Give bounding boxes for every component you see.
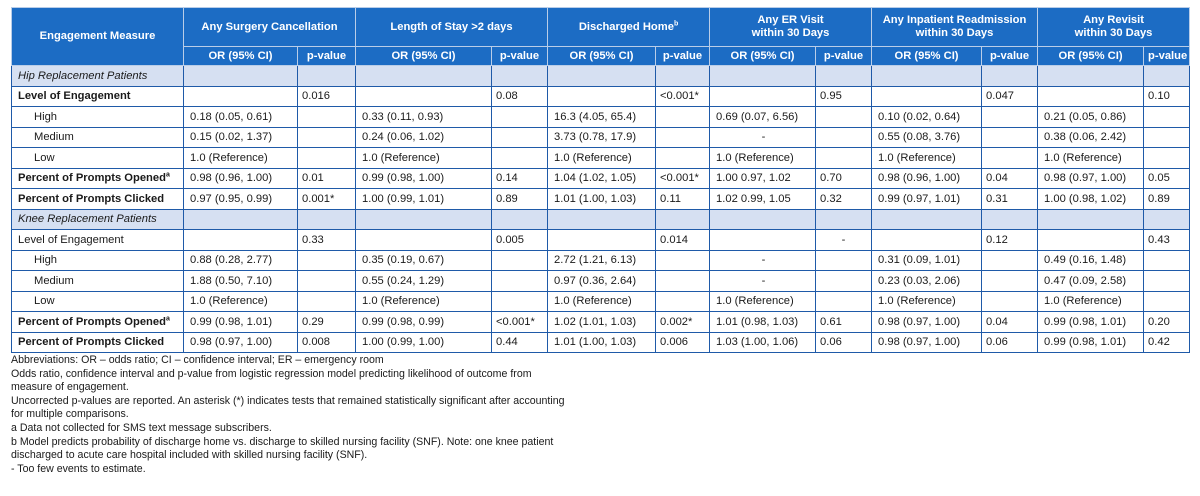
p-value-cell: 0.014 <box>656 230 710 251</box>
row-label-text: Percent of Prompts Opened <box>18 315 166 328</box>
table-row <box>12 168 1190 189</box>
or-ci-cell: 1.0 (Reference) <box>1038 291 1144 312</box>
p-value-cell <box>1144 148 1190 169</box>
p-value-cell <box>656 107 710 128</box>
p-value-cell: - <box>816 230 872 251</box>
footnote-a-marker: a <box>165 171 170 179</box>
p-value-cell <box>298 107 356 128</box>
or-ci-cell: 0.33 (0.11, 0.93) <box>356 107 492 128</box>
or-ci-cell: 0.31 (0.09, 1.01) <box>872 250 982 271</box>
footnote-line: - Too few events to estimate. <box>11 462 146 475</box>
p-value-cell: 0.005 <box>492 230 548 251</box>
or-ci-cell: 0.10 (0.02, 0.64) <box>872 107 982 128</box>
section-row <box>12 66 1190 87</box>
header-group-5 <box>1038 8 1190 47</box>
or-ci-cell: 0.99 (0.98, 1.01) <box>184 312 298 333</box>
or-ci-cell: 0.99 (0.98, 1.00) <box>356 168 492 189</box>
p-value-cell: 0.89 <box>1144 189 1190 210</box>
row-label <box>12 291 184 312</box>
p-value-cell: <0.001* <box>656 168 710 189</box>
or-ci-cell: 0.23 (0.03, 2.06) <box>872 271 982 292</box>
section-cell <box>872 66 982 87</box>
p-value-cell <box>816 148 872 169</box>
table-row <box>12 230 1190 251</box>
or-ci-cell: 0.15 (0.02, 1.37) <box>184 127 298 148</box>
row-label-text: Low <box>34 151 55 164</box>
or-ci-cell: 0.98 (0.97, 1.00) <box>872 332 982 353</box>
p-value-cell <box>492 271 548 292</box>
section-cell <box>656 66 710 87</box>
or-ci-cell: 0.47 (0.09, 2.58) <box>1038 271 1144 292</box>
table-header <box>12 8 1190 66</box>
p-value-cell <box>816 291 872 312</box>
or-ci-cell: 16.3 (4.05, 65.4) <box>548 107 656 128</box>
or-ci-cell: 0.24 (0.06, 1.02) <box>356 127 492 148</box>
table-body <box>12 66 1190 353</box>
section-cell <box>710 209 816 230</box>
row-label-text: Percent of Prompts Clicked <box>18 336 165 349</box>
header-p-value: p-value <box>816 47 872 66</box>
or-ci-cell: 1.0 (Reference) <box>184 291 298 312</box>
or-ci-cell: 1.00 0.97, 1.02 <box>710 168 816 189</box>
or-ci-cell: 1.04 (1.02, 1.05) <box>548 168 656 189</box>
section-cell <box>710 66 816 87</box>
header-group-label-line: within 30 Days <box>1074 27 1153 39</box>
or-ci-cell: 0.97 (0.95, 0.99) <box>184 189 298 210</box>
footnote-b-marker: b <box>673 19 679 27</box>
footnote-a-marker: a <box>165 315 170 323</box>
footnote-line: b Model predicts probability of discharge home vs. discharge to skilled nursing facility (SNF). Note: one knee patient discharged to acute care hospital included with skilled nursing facility (SNF). <box>11 435 554 462</box>
or-ci-cell <box>710 230 816 251</box>
or-ci-cell <box>184 230 298 251</box>
section-cell <box>356 66 492 87</box>
or-ci-cell: 0.69 (0.07, 6.56) <box>710 107 816 128</box>
p-value-cell <box>656 250 710 271</box>
p-value-cell <box>816 271 872 292</box>
or-ci-cell <box>184 86 298 107</box>
or-ci-cell <box>548 230 656 251</box>
p-value-cell: 0.06 <box>816 332 872 353</box>
or-ci-cell <box>710 86 816 107</box>
row-label <box>12 107 184 128</box>
header-group-label-line: within 30 Days <box>751 27 830 39</box>
p-value-cell: 0.04 <box>982 312 1038 333</box>
p-value-cell <box>656 148 710 169</box>
header-p-value: p-value <box>656 47 710 66</box>
p-value-cell: 0.33 <box>298 230 356 251</box>
p-value-cell <box>1144 271 1190 292</box>
table-row <box>12 86 1190 107</box>
or-ci-cell: 1.0 (Reference) <box>356 148 492 169</box>
header-or-ci: OR (95% CI) <box>548 47 656 66</box>
section-cell <box>492 66 548 87</box>
section-cell <box>298 66 356 87</box>
p-value-cell <box>492 127 548 148</box>
section-cell <box>656 209 710 230</box>
section-cell <box>1038 66 1144 87</box>
table-row <box>12 127 1190 148</box>
footnote-line: a Data not collected for SMS text message subscribers. <box>11 421 272 434</box>
table-row <box>12 332 1190 353</box>
table-row <box>12 148 1190 169</box>
p-value-cell: 0.44 <box>492 332 548 353</box>
p-value-cell <box>298 148 356 169</box>
section-cell <box>982 209 1038 230</box>
p-value-cell: 0.12 <box>982 230 1038 251</box>
table-row <box>12 189 1190 210</box>
row-label <box>12 271 184 292</box>
header-group-label-line: Any ER Visit <box>757 14 824 26</box>
header-row-groups <box>12 8 1190 47</box>
section-cell <box>816 209 872 230</box>
row-label-text: Percent of Prompts Opened <box>18 172 166 185</box>
or-ci-cell: 1.01 (1.00, 1.03) <box>548 189 656 210</box>
p-value-cell: 0.31 <box>982 189 1038 210</box>
p-value-cell <box>982 250 1038 271</box>
p-value-cell <box>816 107 872 128</box>
or-ci-cell: 1.01 (0.98, 1.03) <box>710 312 816 333</box>
p-value-cell: <0.001* <box>656 86 710 107</box>
or-ci-cell: - <box>710 250 816 271</box>
or-ci-cell: 0.38 (0.06, 2.42) <box>1038 127 1144 148</box>
or-ci-cell: 0.18 (0.05, 0.61) <box>184 107 298 128</box>
p-value-cell <box>656 127 710 148</box>
or-ci-cell: 1.0 (Reference) <box>548 148 656 169</box>
row-label-text: Level of Engagement <box>18 90 131 103</box>
header-group-label-line: Discharged Home <box>578 20 674 33</box>
footnote-line: Odds ratio, confidence interval and p-value from logistic regression model predicting likelihood of outcome from measure of engagement. <box>11 367 532 394</box>
or-ci-cell: 1.88 (0.50, 7.10) <box>184 271 298 292</box>
or-ci-cell: 0.99 (0.98, 0.99) <box>356 312 492 333</box>
p-value-cell: 0.10 <box>1144 86 1190 107</box>
header-p-value: p-value <box>298 47 356 66</box>
p-value-cell <box>982 291 1038 312</box>
p-value-cell: <0.001* <box>492 312 548 333</box>
or-ci-cell: 3.73 (0.78, 17.9) <box>548 127 656 148</box>
section-cell <box>548 66 656 87</box>
section-cell <box>492 209 548 230</box>
section-cell <box>548 209 656 230</box>
header-group-3 <box>710 8 872 47</box>
or-ci-cell: 0.98 (0.97, 1.00) <box>872 312 982 333</box>
p-value-cell <box>298 127 356 148</box>
or-ci-cell: 0.99 (0.98, 1.01) <box>1038 312 1144 333</box>
or-ci-cell: - <box>710 271 816 292</box>
section-cell <box>184 209 298 230</box>
p-value-cell <box>298 271 356 292</box>
p-value-cell: 0.001* <box>298 189 356 210</box>
results-table-container <box>11 7 1189 353</box>
or-ci-cell: 0.98 (0.96, 1.00) <box>184 168 298 189</box>
p-value-cell <box>982 148 1038 169</box>
section-cell <box>1038 209 1144 230</box>
or-ci-cell: 0.21 (0.05, 0.86) <box>1038 107 1144 128</box>
or-ci-cell: 0.99 (0.98, 1.01) <box>1038 332 1144 353</box>
row-label-text: Low <box>34 295 55 308</box>
section-title: Knee Replacement Patients <box>12 209 184 230</box>
section-cell <box>872 209 982 230</box>
or-ci-cell: 0.88 (0.28, 2.77) <box>184 250 298 271</box>
or-ci-cell: 0.98 (0.96, 1.00) <box>872 168 982 189</box>
or-ci-cell: 0.98 (0.97, 1.00) <box>184 332 298 353</box>
or-ci-cell: 1.0 (Reference) <box>356 291 492 312</box>
p-value-cell <box>982 107 1038 128</box>
or-ci-cell: 0.49 (0.16, 1.48) <box>1038 250 1144 271</box>
or-ci-cell: 1.0 (Reference) <box>184 148 298 169</box>
row-label <box>12 127 184 148</box>
or-ci-cell: 1.0 (Reference) <box>548 291 656 312</box>
or-ci-cell: 0.99 (0.97, 1.01) <box>872 189 982 210</box>
or-ci-cell: 1.00 (0.98, 1.02) <box>1038 189 1144 210</box>
p-value-cell <box>1144 291 1190 312</box>
header-or-ci: OR (95% CI) <box>1038 47 1144 66</box>
header-or-ci: OR (95% CI) <box>710 47 816 66</box>
or-ci-cell: 1.0 (Reference) <box>872 148 982 169</box>
p-value-cell <box>1144 107 1190 128</box>
section-cell <box>1144 209 1190 230</box>
p-value-cell: 0.70 <box>816 168 872 189</box>
header-or-ci: OR (95% CI) <box>184 47 298 66</box>
or-ci-cell <box>1038 86 1144 107</box>
row-label-text: Medium <box>34 274 74 287</box>
p-value-cell <box>492 250 548 271</box>
row-label <box>12 189 184 210</box>
header-group-label-line: Length of Stay >2 days <box>390 20 513 33</box>
or-ci-cell: 1.01 (1.00, 1.03) <box>548 332 656 353</box>
section-cell <box>816 66 872 87</box>
p-value-cell: 0.01 <box>298 168 356 189</box>
header-p-value: p-value <box>1144 47 1190 66</box>
or-ci-cell <box>356 86 492 107</box>
row-label <box>12 332 184 353</box>
header-group-label-line: Any Surgery Cancellation <box>201 20 338 33</box>
or-ci-cell: 0.55 (0.24, 1.29) <box>356 271 492 292</box>
section-cell <box>298 209 356 230</box>
p-value-cell: 0.89 <box>492 189 548 210</box>
p-value-cell: 0.95 <box>816 86 872 107</box>
footnote-line: Abbreviations: OR – odds ratio; CI – confidence interval; ER – emergency room <box>11 354 384 366</box>
header-group-label-line: within 30 Days <box>915 27 994 39</box>
header-group-label-line: Any Revisit <box>1083 14 1144 26</box>
row-label <box>12 168 184 189</box>
or-ci-cell <box>1038 230 1144 251</box>
section-cell <box>982 66 1038 87</box>
or-ci-cell: 1.0 (Reference) <box>1038 148 1144 169</box>
p-value-cell <box>656 291 710 312</box>
section-cell <box>356 209 492 230</box>
p-value-cell <box>982 271 1038 292</box>
row-label-text: Percent of Prompts Clicked <box>18 192 165 205</box>
row-label <box>12 250 184 271</box>
p-value-cell <box>816 250 872 271</box>
section-row <box>12 209 1190 230</box>
section-cell <box>184 66 298 87</box>
p-value-cell: 0.05 <box>1144 168 1190 189</box>
table-row <box>12 291 1190 312</box>
or-ci-cell: 2.72 (1.21, 6.13) <box>548 250 656 271</box>
or-ci-cell: 0.35 (0.19, 0.67) <box>356 250 492 271</box>
section-title: Hip Replacement Patients <box>12 66 184 87</box>
p-value-cell: 0.11 <box>656 189 710 210</box>
header-or-ci: OR (95% CI) <box>872 47 982 66</box>
table-row <box>12 271 1190 292</box>
p-value-cell <box>1144 250 1190 271</box>
or-ci-cell <box>872 230 982 251</box>
p-value-cell: 0.002* <box>656 312 710 333</box>
p-value-cell: 0.20 <box>1144 312 1190 333</box>
p-value-cell: 0.29 <box>298 312 356 333</box>
p-value-cell: 0.008 <box>298 332 356 353</box>
p-value-cell: 0.08 <box>492 86 548 107</box>
p-value-cell: 0.06 <box>982 332 1038 353</box>
p-value-cell <box>298 250 356 271</box>
or-ci-cell: 1.03 (1.00, 1.06) <box>710 332 816 353</box>
section-cell <box>1144 66 1190 87</box>
header-engagement-measure: Engagement Measure <box>12 8 184 66</box>
p-value-cell <box>492 148 548 169</box>
or-ci-cell: 1.0 (Reference) <box>710 291 816 312</box>
row-label-text: Level of Engagement <box>18 233 124 246</box>
header-p-value: p-value <box>492 47 548 66</box>
row-label <box>12 312 184 333</box>
footnotes <box>11 354 571 476</box>
or-ci-cell: 1.0 (Reference) <box>872 291 982 312</box>
or-ci-cell <box>872 86 982 107</box>
or-ci-cell: 0.97 (0.36, 2.64) <box>548 271 656 292</box>
header-row-subcolumns <box>12 47 1190 66</box>
header-group-0 <box>184 8 356 47</box>
p-value-cell: 0.047 <box>982 86 1038 107</box>
header-group-4 <box>872 8 1038 47</box>
table-row <box>12 250 1190 271</box>
or-ci-cell: 1.02 (1.01, 1.03) <box>548 312 656 333</box>
p-value-cell: 0.42 <box>1144 332 1190 353</box>
or-ci-cell: 1.00 (0.99, 1.01) <box>356 189 492 210</box>
header-or-ci: OR (95% CI) <box>356 47 492 66</box>
p-value-cell <box>492 291 548 312</box>
header-group-label-line: Any Inpatient Readmission <box>882 14 1027 26</box>
header-group-2 <box>548 8 710 47</box>
or-ci-cell <box>356 230 492 251</box>
header-p-value: p-value <box>982 47 1038 66</box>
p-value-cell <box>816 127 872 148</box>
row-label-text: High <box>34 254 58 267</box>
header-group-1 <box>356 8 548 47</box>
results-table <box>11 7 1190 353</box>
p-value-cell <box>1144 127 1190 148</box>
or-ci-cell: - <box>710 127 816 148</box>
row-label <box>12 148 184 169</box>
or-ci-cell: 0.55 (0.08, 3.76) <box>872 127 982 148</box>
or-ci-cell <box>548 86 656 107</box>
row-label <box>12 230 184 251</box>
p-value-cell: 0.43 <box>1144 230 1190 251</box>
table-row <box>12 312 1190 333</box>
row-label-text: Medium <box>34 131 74 144</box>
or-ci-cell: 1.00 (0.99, 1.00) <box>356 332 492 353</box>
or-ci-cell: 0.98 (0.97, 1.00) <box>1038 168 1144 189</box>
p-value-cell: 0.006 <box>656 332 710 353</box>
p-value-cell: 0.61 <box>816 312 872 333</box>
p-value-cell: 0.04 <box>982 168 1038 189</box>
p-value-cell <box>492 107 548 128</box>
footnote-line: Uncorrected p-values are reported. An asterisk (*) indicates tests that remained statistically significant after accounting for multiple comparisons. <box>11 394 565 421</box>
p-value-cell <box>656 271 710 292</box>
p-value-cell <box>298 291 356 312</box>
p-value-cell <box>982 127 1038 148</box>
or-ci-cell: 1.02 0.99, 1.05 <box>710 189 816 210</box>
row-label <box>12 86 184 107</box>
or-ci-cell: 1.0 (Reference) <box>710 148 816 169</box>
p-value-cell: 0.14 <box>492 168 548 189</box>
p-value-cell: 0.32 <box>816 189 872 210</box>
p-value-cell: 0.016 <box>298 86 356 107</box>
row-label-text: High <box>34 110 58 123</box>
table-row <box>12 107 1190 128</box>
